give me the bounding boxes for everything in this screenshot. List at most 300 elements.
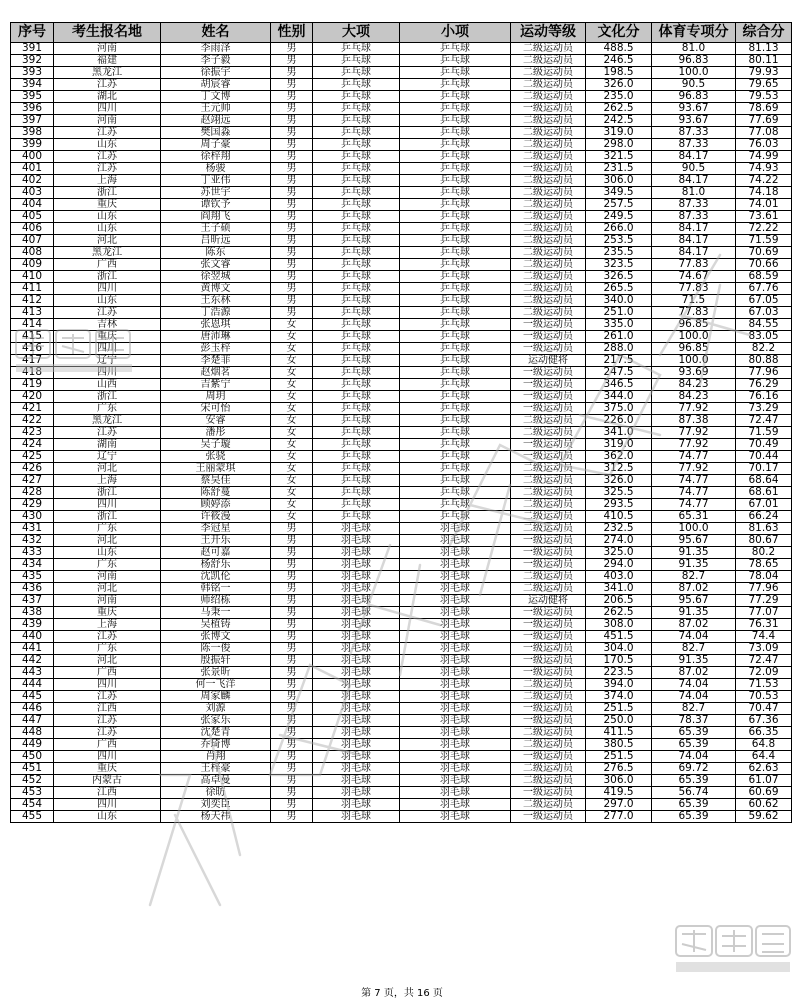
cell-total-score: 71.53: [736, 679, 792, 691]
cell-culture-score: 306.0: [586, 175, 652, 187]
cell-sport-score: 81.0: [652, 43, 736, 55]
cell-level: 二级运动员: [511, 763, 586, 775]
cell-category: 羽毛球: [313, 763, 400, 775]
cell-culture-score: 262.5: [586, 607, 652, 619]
cell-name: 周子豪: [161, 139, 271, 151]
cell-sport-score: 96.83: [652, 55, 736, 67]
cell-name: 刘奕臣: [161, 799, 271, 811]
cell-region: 江苏: [54, 151, 161, 163]
cell-region: 湖北: [54, 91, 161, 103]
cell-gender: 男: [271, 187, 313, 199]
cell-level: 二级运动员: [511, 583, 586, 595]
cell-gender: 男: [271, 595, 313, 607]
table-row: [11, 91, 792, 103]
cell-category: 羽毛球: [313, 667, 400, 679]
cell-gender: 男: [271, 139, 313, 151]
cell-region: 上海: [54, 619, 161, 631]
cell-culture-score: 198.5: [586, 67, 652, 79]
cell-sport-score: 65.39: [652, 799, 736, 811]
cell-level: 一级运动员: [511, 451, 586, 463]
cell-sport-score: 91.35: [652, 547, 736, 559]
cell-seq: 452: [11, 775, 54, 787]
cell-total-score: 73.61: [736, 211, 792, 223]
table-row: [11, 391, 792, 403]
cell-level: 一级运动员: [511, 535, 586, 547]
cell-subcategory: 羽毛球: [400, 679, 511, 691]
cell-subcategory: 乒乓球: [400, 223, 511, 235]
cell-culture-score: 411.5: [586, 727, 652, 739]
cell-culture-score: 206.5: [586, 595, 652, 607]
cell-category: 乒乓球: [313, 427, 400, 439]
cell-category: 乒乓球: [313, 307, 400, 319]
cell-culture-score: 403.0: [586, 571, 652, 583]
cell-gender: 女: [271, 403, 313, 415]
cell-subcategory: 羽毛球: [400, 715, 511, 727]
cell-subcategory: 乒乓球: [400, 127, 511, 139]
cell-total-score: 67.01: [736, 499, 792, 511]
cell-name: 胡宸睿: [161, 79, 271, 91]
cell-region: 江苏: [54, 427, 161, 439]
cell-category: 乒乓球: [313, 355, 400, 367]
cell-category: 羽毛球: [313, 655, 400, 667]
cell-seq: 437: [11, 595, 54, 607]
table-row: [11, 535, 792, 547]
cell-total-score: 71.59: [736, 427, 792, 439]
cell-total-score: 76.31: [736, 619, 792, 631]
cell-category: 乒乓球: [313, 55, 400, 67]
cell-total-score: 81.63: [736, 523, 792, 535]
cell-category: 乒乓球: [313, 295, 400, 307]
cell-level: 一级运动员: [511, 547, 586, 559]
cell-seq: 440: [11, 631, 54, 643]
cell-region: 浙江: [54, 391, 161, 403]
cell-category: 羽毛球: [313, 547, 400, 559]
cell-name: 周家麟: [161, 691, 271, 703]
cell-sport-score: 95.67: [652, 595, 736, 607]
table-row: [11, 691, 792, 703]
cell-sport-score: 74.04: [652, 631, 736, 643]
cell-gender: 女: [271, 391, 313, 403]
cell-name: 徐翌城: [161, 271, 271, 283]
cell-gender: 男: [271, 211, 313, 223]
cell-category: 羽毛球: [313, 751, 400, 763]
cell-level: 二级运动员: [511, 691, 586, 703]
cell-level: 二级运动员: [511, 283, 586, 295]
table-row: [11, 175, 792, 187]
cell-seq: 419: [11, 379, 54, 391]
cell-name: 李楚菲: [161, 355, 271, 367]
cell-name: 沈楚青: [161, 727, 271, 739]
cell-category: 乒乓球: [313, 463, 400, 475]
cell-sport-score: 87.02: [652, 583, 736, 595]
cell-seq: 455: [11, 811, 54, 823]
cell-level: 二级运动员: [511, 55, 586, 67]
cell-category: 乒乓球: [313, 187, 400, 199]
cell-category: 乒乓球: [313, 367, 400, 379]
cell-region: 辽宁: [54, 451, 161, 463]
cell-subcategory: 乒乓球: [400, 283, 511, 295]
cell-region: 江苏: [54, 715, 161, 727]
cell-category: 乒乓球: [313, 43, 400, 55]
cell-region: 广西: [54, 739, 161, 751]
table-row: [11, 751, 792, 763]
column-header: 大项: [313, 23, 400, 43]
cell-culture-score: 274.0: [586, 535, 652, 547]
cell-name: 沈凯伦: [161, 571, 271, 583]
cell-gender: 男: [271, 535, 313, 547]
cell-subcategory: 乒乓球: [400, 91, 511, 103]
cell-gender: 男: [271, 751, 313, 763]
cell-category: 羽毛球: [313, 595, 400, 607]
cell-category: 羽毛球: [313, 523, 400, 535]
table-row: [11, 295, 792, 307]
table-row: [11, 475, 792, 487]
column-header: 综合分: [736, 23, 792, 43]
cell-region: 重庆: [54, 331, 161, 343]
cell-seq: 396: [11, 103, 54, 115]
cell-level: 二级运动员: [511, 775, 586, 787]
header-row: [11, 23, 792, 43]
cell-level: 一级运动员: [511, 715, 586, 727]
cell-level: 一级运动员: [511, 163, 586, 175]
cell-level: 二级运动员: [511, 151, 586, 163]
results-sheet: [10, 22, 791, 823]
cell-culture-score: 312.5: [586, 463, 652, 475]
cell-region: 江苏: [54, 727, 161, 739]
cell-seq: 412: [11, 295, 54, 307]
cell-total-score: 72.09: [736, 667, 792, 679]
cell-gender: 女: [271, 379, 313, 391]
cell-culture-score: 326.0: [586, 79, 652, 91]
cell-name: 王东林: [161, 295, 271, 307]
cell-category: 乒乓球: [313, 235, 400, 247]
cell-level: 二级运动员: [511, 259, 586, 271]
cell-subcategory: 羽毛球: [400, 787, 511, 799]
cell-sport-score: 96.83: [652, 91, 736, 103]
cell-region: 广东: [54, 559, 161, 571]
cell-name: 彭玉梓: [161, 343, 271, 355]
cell-seq: 421: [11, 403, 54, 415]
table-row: [11, 463, 792, 475]
cell-region: 山东: [54, 547, 161, 559]
cell-subcategory: 羽毛球: [400, 691, 511, 703]
cell-culture-score: 362.0: [586, 451, 652, 463]
cell-seq: 427: [11, 475, 54, 487]
cell-category: 乒乓球: [313, 259, 400, 271]
cell-seq: 425: [11, 451, 54, 463]
cell-total-score: 70.69: [736, 247, 792, 259]
cell-culture-score: 335.0: [586, 319, 652, 331]
cell-level: 二级运动员: [511, 79, 586, 91]
table-row: [11, 163, 792, 175]
cell-level: 二级运动员: [511, 223, 586, 235]
cell-total-score: 84.55: [736, 319, 792, 331]
table-row: [11, 367, 792, 379]
cell-gender: 男: [271, 163, 313, 175]
cell-total-score: 79.65: [736, 79, 792, 91]
cell-culture-score: 265.5: [586, 283, 652, 295]
cell-subcategory: 乒乓球: [400, 367, 511, 379]
table-row: [11, 79, 792, 91]
cell-subcategory: 乒乓球: [400, 463, 511, 475]
table-row: [11, 319, 792, 331]
cell-category: 乒乓球: [313, 487, 400, 499]
cell-level: 二级运动员: [511, 571, 586, 583]
cell-level: 二级运动员: [511, 799, 586, 811]
cell-total-score: 60.62: [736, 799, 792, 811]
cell-subcategory: 羽毛球: [400, 607, 511, 619]
cell-total-score: 74.93: [736, 163, 792, 175]
cell-seq: 401: [11, 163, 54, 175]
table-row: [11, 487, 792, 499]
cell-sport-score: 84.23: [652, 391, 736, 403]
cell-total-score: 67.76: [736, 283, 792, 295]
cell-level: 二级运动员: [511, 175, 586, 187]
cell-sport-score: 84.17: [652, 175, 736, 187]
cell-gender: 男: [271, 127, 313, 139]
cell-level: 一级运动员: [511, 103, 586, 115]
cell-level: 二级运动员: [511, 139, 586, 151]
cell-seq: 397: [11, 115, 54, 127]
cell-total-score: 68.64: [736, 475, 792, 487]
cell-subcategory: 乒乓球: [400, 319, 511, 331]
cell-region: 重庆: [54, 607, 161, 619]
cell-sport-score: 71.5: [652, 295, 736, 307]
cell-name: 安睿: [161, 415, 271, 427]
cell-name: 徐昉: [161, 787, 271, 799]
cell-seq: 450: [11, 751, 54, 763]
table-row: [11, 775, 792, 787]
cell-level: 二级运动员: [511, 67, 586, 79]
cell-gender: 男: [271, 763, 313, 775]
cell-category: 乒乓球: [313, 283, 400, 295]
cell-culture-score: 276.5: [586, 763, 652, 775]
cell-total-score: 83.05: [736, 331, 792, 343]
cell-gender: 男: [271, 547, 313, 559]
cell-region: 河南: [54, 595, 161, 607]
cell-gender: 男: [271, 67, 313, 79]
cell-subcategory: 乒乓球: [400, 139, 511, 151]
cell-sport-score: 74.04: [652, 691, 736, 703]
cell-level: 一级运动员: [511, 559, 586, 571]
cell-subcategory: 乒乓球: [400, 175, 511, 187]
cell-culture-score: 306.0: [586, 775, 652, 787]
cell-gender: 男: [271, 775, 313, 787]
cell-category: 乒乓球: [313, 451, 400, 463]
cell-sport-score: 91.35: [652, 607, 736, 619]
cell-sport-score: 77.83: [652, 307, 736, 319]
cell-level: 二级运动员: [511, 91, 586, 103]
cell-name: 赵可嘉: [161, 547, 271, 559]
cell-culture-score: 349.5: [586, 187, 652, 199]
cell-gender: 男: [271, 727, 313, 739]
cell-gender: 女: [271, 319, 313, 331]
cell-subcategory: 乒乓球: [400, 499, 511, 511]
cell-seq: 439: [11, 619, 54, 631]
cell-region: 上海: [54, 175, 161, 187]
cell-region: 四川: [54, 799, 161, 811]
cell-region: 山东: [54, 295, 161, 307]
cell-culture-score: 232.5: [586, 523, 652, 535]
cell-gender: 男: [271, 571, 313, 583]
cell-total-score: 82.2: [736, 343, 792, 355]
cell-sport-score: 77.92: [652, 463, 736, 475]
cell-culture-score: 266.0: [586, 223, 652, 235]
cell-level: 二级运动员: [511, 127, 586, 139]
cell-subcategory: 羽毛球: [400, 583, 511, 595]
cell-culture-score: 247.5: [586, 367, 652, 379]
cell-total-score: 78.69: [736, 103, 792, 115]
cell-culture-score: 326.5: [586, 271, 652, 283]
cell-seq: 446: [11, 703, 54, 715]
cell-subcategory: 乒乓球: [400, 271, 511, 283]
cell-region: 山东: [54, 211, 161, 223]
cell-gender: 男: [271, 115, 313, 127]
cell-name: 李雨泽: [161, 43, 271, 55]
cell-region: 浙江: [54, 487, 161, 499]
cell-total-score: 70.49: [736, 439, 792, 451]
table-row: [11, 151, 792, 163]
cell-culture-score: 217.5: [586, 355, 652, 367]
cell-subcategory: 乒乓球: [400, 67, 511, 79]
cell-region: 山西: [54, 379, 161, 391]
cell-category: 羽毛球: [313, 715, 400, 727]
table-row: [11, 595, 792, 607]
cell-region: 四川: [54, 367, 161, 379]
cell-level: 二级运动员: [511, 415, 586, 427]
cell-level: 一级运动员: [511, 331, 586, 343]
cell-subcategory: 乒乓球: [400, 151, 511, 163]
cell-name: 肖翔: [161, 751, 271, 763]
cell-name: 杨骏: [161, 163, 271, 175]
cell-category: 乒乓球: [313, 211, 400, 223]
cell-total-score: 80.2: [736, 547, 792, 559]
cell-sport-score: 56.74: [652, 787, 736, 799]
cell-culture-score: 251.5: [586, 751, 652, 763]
cell-region: 内蒙古: [54, 775, 161, 787]
cell-sport-score: 87.33: [652, 211, 736, 223]
cell-region: 广东: [54, 523, 161, 535]
cell-total-score: 77.96: [736, 367, 792, 379]
cell-culture-score: 340.0: [586, 295, 652, 307]
cell-sport-score: 100.0: [652, 331, 736, 343]
cell-region: 四川: [54, 103, 161, 115]
cell-gender: 男: [271, 43, 313, 55]
cell-category: 乒乓球: [313, 343, 400, 355]
cell-category: 乒乓球: [313, 271, 400, 283]
cell-gender: 男: [271, 631, 313, 643]
cell-seq: 394: [11, 79, 54, 91]
cell-total-score: 76.29: [736, 379, 792, 391]
cell-culture-score: 251.0: [586, 307, 652, 319]
cell-level: 一级运动员: [511, 751, 586, 763]
cell-total-score: 70.66: [736, 259, 792, 271]
cell-region: 江苏: [54, 691, 161, 703]
cell-culture-score: 262.5: [586, 103, 652, 115]
cell-culture-score: 257.5: [586, 199, 652, 211]
table-row: [11, 679, 792, 691]
cell-category: 乒乓球: [313, 403, 400, 415]
cell-name: 李冠星: [161, 523, 271, 535]
cell-seq: 448: [11, 727, 54, 739]
cell-gender: 女: [271, 415, 313, 427]
cell-region: 重庆: [54, 199, 161, 211]
cell-subcategory: 乒乓球: [400, 331, 511, 343]
table-row: [11, 271, 792, 283]
table-row: [11, 583, 792, 595]
cell-total-score: 76.16: [736, 391, 792, 403]
cell-subcategory: 羽毛球: [400, 595, 511, 607]
cell-seq: 417: [11, 355, 54, 367]
table-row: [11, 631, 792, 643]
cell-region: 黑龙江: [54, 415, 161, 427]
cell-gender: 男: [271, 91, 313, 103]
cell-sport-score: 87.33: [652, 139, 736, 151]
cell-gender: 男: [271, 79, 313, 91]
cell-seq: 438: [11, 607, 54, 619]
cell-total-score: 79.53: [736, 91, 792, 103]
cell-gender: 女: [271, 451, 313, 463]
cell-subcategory: 羽毛球: [400, 799, 511, 811]
cell-gender: 男: [271, 703, 313, 715]
table-body: [11, 43, 792, 823]
cell-seq: 436: [11, 583, 54, 595]
cell-sport-score: 65.39: [652, 775, 736, 787]
cell-culture-score: 344.0: [586, 391, 652, 403]
cell-gender: 男: [271, 175, 313, 187]
cell-seq: 447: [11, 715, 54, 727]
cell-sport-score: 87.02: [652, 667, 736, 679]
cell-category: 羽毛球: [313, 739, 400, 751]
cell-category: 乒乓球: [313, 163, 400, 175]
cell-seq: 451: [11, 763, 54, 775]
cell-category: 羽毛球: [313, 643, 400, 655]
cell-culture-score: 223.5: [586, 667, 652, 679]
cell-name: 吉紫宁: [161, 379, 271, 391]
cell-category: 乒乓球: [313, 247, 400, 259]
cell-subcategory: 羽毛球: [400, 763, 511, 775]
cell-gender: 男: [271, 583, 313, 595]
cell-subcategory: 乒乓球: [400, 451, 511, 463]
cell-region: 江西: [54, 703, 161, 715]
cell-region: 浙江: [54, 187, 161, 199]
cell-level: 一级运动员: [511, 811, 586, 823]
cell-category: 羽毛球: [313, 583, 400, 595]
cell-level: 二级运动员: [511, 463, 586, 475]
cell-culture-score: 319.0: [586, 127, 652, 139]
cell-total-score: 77.07: [736, 607, 792, 619]
cell-category: 羽毛球: [313, 727, 400, 739]
column-header: 文化分: [586, 23, 652, 43]
cell-name: 何一飞洋: [161, 679, 271, 691]
cell-category: 羽毛球: [313, 607, 400, 619]
cell-subcategory: 羽毛球: [400, 703, 511, 715]
cell-sport-score: 74.77: [652, 475, 736, 487]
cell-subcategory: 乒乓球: [400, 391, 511, 403]
cell-culture-score: 341.0: [586, 427, 652, 439]
cell-subcategory: 羽毛球: [400, 535, 511, 547]
cell-name: 乔琦博: [161, 739, 271, 751]
table-row: [11, 127, 792, 139]
cell-culture-score: 253.5: [586, 235, 652, 247]
cell-level: 二级运动员: [511, 295, 586, 307]
table-row: [11, 787, 792, 799]
cell-name: 杨天祎: [161, 811, 271, 823]
cell-sport-score: 93.67: [652, 103, 736, 115]
cell-category: 乒乓球: [313, 511, 400, 523]
cell-sport-score: 74.04: [652, 679, 736, 691]
cell-level: 一级运动员: [511, 787, 586, 799]
